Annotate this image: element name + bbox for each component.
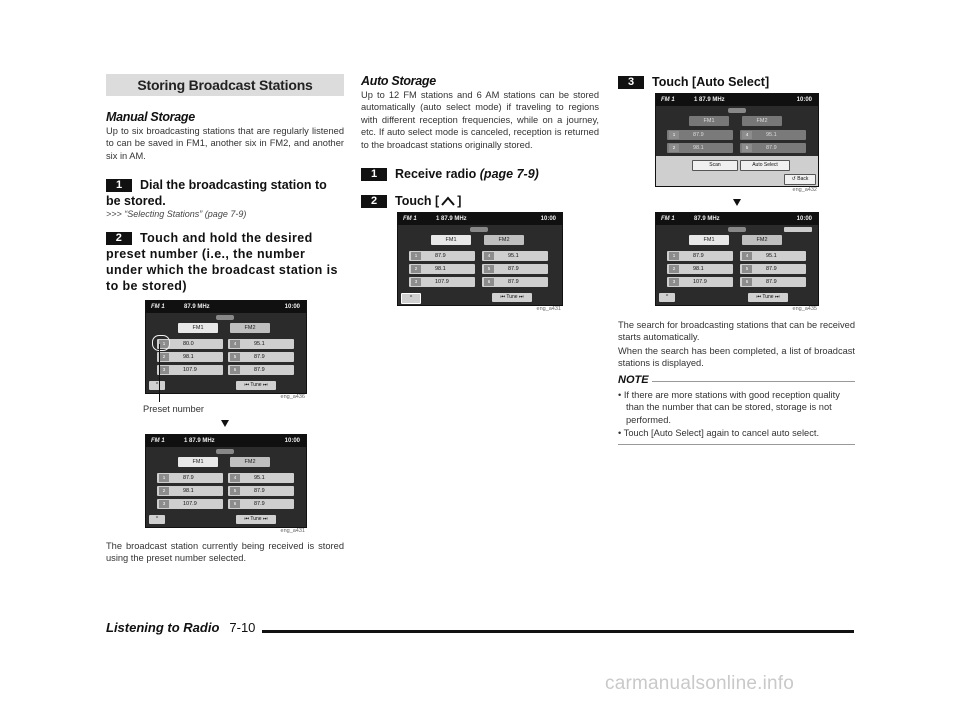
preset-button-1[interactable]: 1 87.9 xyxy=(667,130,733,140)
step-3-text: Touch [Auto Select] xyxy=(652,75,770,89)
up-button[interactable]: ^ xyxy=(659,293,675,302)
preset-button-5[interactable]: 5 87.9 xyxy=(740,264,806,274)
preset-button-5[interactable]: 5 87.9 xyxy=(228,486,294,496)
preset-button-3[interactable]: 3 107.9 xyxy=(409,277,475,287)
figure-code: eng_a435 xyxy=(792,306,817,312)
preset-button-3[interactable]: 3 107.9 xyxy=(667,277,733,287)
tab-fm2[interactable]: FM2 xyxy=(230,457,270,467)
screen-header xyxy=(146,301,306,313)
preset-button-2[interactable]: 2 98.1 xyxy=(667,143,733,153)
tab-fm2[interactable]: FM2 xyxy=(742,116,782,126)
auto-step-2 xyxy=(361,193,599,209)
up-button[interactable]: ^ xyxy=(149,381,165,390)
radio-screen-a431: FM 1 1 87.9 MHz 10:00 FM1 FM2 1 87.9 4 95.1 2 98.1 5 87.9 3 107.9 6 87.9 ^ ⏮ Tune ⏭ xyxy=(145,434,307,528)
note-title: NOTE xyxy=(618,374,649,386)
preset-button-2[interactable]: 2 98.1 xyxy=(409,264,475,274)
note-bottom-divider xyxy=(618,444,855,445)
band-label: FM 1 xyxy=(151,304,165,310)
manual-result-text: The broadcast station currently being received is stored using the preset number selected. xyxy=(106,541,344,564)
preset-button-4[interactable]: 4 95.1 xyxy=(228,473,294,483)
step-1-reference: (page 7-9) xyxy=(479,167,539,181)
auto-result-text: The search for broadcasting stations that can be received starts automatically. xyxy=(618,320,855,343)
footer-chapter xyxy=(106,620,255,635)
step-number-1: 1 xyxy=(106,179,132,192)
up-button[interactable]: ^ xyxy=(401,293,421,304)
page-number: 7-10 xyxy=(229,620,256,635)
note-item-1: • If there are more stations with good reception quality than the number that can be stored, storage is not performed. xyxy=(618,390,840,425)
preset-button-4[interactable]: 4 95.1 xyxy=(228,339,294,349)
step-number-1: 1 xyxy=(361,168,387,181)
preset-button-4[interactable]: 4 95.1 xyxy=(482,251,548,261)
figure-code: eng_a436 xyxy=(280,394,305,400)
auto-result-text-2: When the search has been completed, a list of broadcast stations is displayed. xyxy=(618,346,855,369)
preset-button-6[interactable]: 6 87.9 xyxy=(228,499,294,509)
tab-fm1[interactable]: FM1 xyxy=(689,235,729,245)
tab-fm1[interactable]: FM1 xyxy=(689,116,729,126)
tab-fm1[interactable]: FM1 xyxy=(178,323,218,333)
step-1-reference: >>> “Selecting Stations” (page 7-9) xyxy=(106,209,247,219)
note-item-2: • Touch [Auto Select] again to cancel auto select. xyxy=(618,428,820,438)
tab-fm2[interactable]: FM2 xyxy=(484,235,524,245)
preset-highlight-ring xyxy=(152,335,170,351)
radio-screen-a435: FM 1 87.9 MHz 10:00 FM1 FM2 1 87.9 4 95.1 2 98.1 5 87.9 3 107.9 6 87.9 ^ ⏮ Tune ⏭ xyxy=(655,212,819,306)
radio-screen-a431: FM 1 1 87.9 MHz 10:00 FM1 FM2 1 87.9 4 95.1 2 98.1 5 87.9 3 107.9 6 87.9 ^ ⏮ Tune ⏭ xyxy=(397,212,563,306)
chevron-up-icon xyxy=(441,196,455,206)
scan-button[interactable]: Scan xyxy=(692,160,738,171)
preset-button-6[interactable]: 6 87.9 xyxy=(482,277,548,287)
preset-button-1[interactable]: 1 87.9 xyxy=(157,473,223,483)
down-arrow-icon xyxy=(733,199,741,206)
up-button[interactable]: ^ xyxy=(149,515,165,524)
clock-label: 10:00 xyxy=(284,304,300,310)
preset-button-3[interactable]: 3 107.9 xyxy=(157,499,223,509)
auto-select-button[interactable]: Auto Select xyxy=(740,160,790,171)
step-1-text: Receive radio xyxy=(395,167,480,181)
preset-button-5[interactable]: 5 87.9 xyxy=(740,143,806,153)
manual-step-2 xyxy=(106,230,344,294)
tab-fm1[interactable]: FM1 xyxy=(178,457,218,467)
manual-storage-intro: Up to six broadcasting stations that are regularly listened to can be saved in FM1, another six in FM2, and another six in AM. xyxy=(106,126,344,161)
auto-step-1 xyxy=(361,166,599,182)
tune-button[interactable]: ⏮ Tune ⏭ xyxy=(492,293,532,302)
tune-button[interactable]: ⏮ Tune ⏭ xyxy=(748,293,788,302)
auto-storage-heading: Auto Storage xyxy=(361,74,436,88)
preset-button-1[interactable]: 1 87.9 xyxy=(409,251,475,261)
radio-screen-a436 xyxy=(145,300,307,394)
preset-button-1[interactable]: 1 87.9 xyxy=(667,251,733,261)
tab-fm1[interactable]: FM1 xyxy=(431,235,471,245)
preset-button-5[interactable]: 5 87.9 xyxy=(228,352,294,362)
preset-button-6[interactable]: 6 87.9 xyxy=(228,365,294,375)
tune-button[interactable]: ⏮ Tune ⏭ xyxy=(236,515,276,524)
step-number-2: 2 xyxy=(361,195,387,208)
footer-chapter-title: Listening to Radio xyxy=(106,620,220,635)
section-title: Storing Broadcast Stations xyxy=(106,74,344,96)
status-strip xyxy=(216,315,234,320)
frequency-label: 87.9 MHz xyxy=(184,304,210,310)
tab-fm2[interactable]: FM2 xyxy=(230,323,270,333)
step-2-text-end: ] xyxy=(457,194,462,208)
auto-step-3 xyxy=(618,74,855,90)
step-2-text: Touch and hold the desired preset number (i.e., the number under which the broadcast station is to be stored) xyxy=(106,231,338,293)
step-1-text: Dial the broadcasting station to be stored. xyxy=(106,178,327,208)
figure-code: eng_a432 xyxy=(792,187,817,193)
preset-button-6[interactable]: 6 87.9 xyxy=(740,277,806,287)
step-2-text: Touch [ xyxy=(395,194,440,208)
preset-button-5[interactable]: 5 87.9 xyxy=(482,264,548,274)
down-arrow-icon xyxy=(221,420,229,427)
list-indicator xyxy=(784,227,812,232)
preset-button-2[interactable]: 2 98.1 xyxy=(157,486,223,496)
figure-code: eng_a431 xyxy=(280,528,305,534)
step-number-3: 3 xyxy=(618,76,644,89)
preset-button-2[interactable]: 2 98.1 xyxy=(157,352,223,362)
footer-rule xyxy=(262,630,854,633)
tab-fm2[interactable]: FM2 xyxy=(742,235,782,245)
auto-storage-intro: Up to 12 FM stations and 6 AM stations can be stored automatically (auto select mode) if traveling to regions with different reception frequencies, while on a journey, etc. If auto select mode is canceled, reception is returned to the broadcast stations originally stored. xyxy=(361,90,599,150)
tune-button[interactable]: ⏮ Tune ⏭ xyxy=(236,381,276,390)
step-number-2: 2 xyxy=(106,232,132,245)
radio-screen-a432: FM 1 1 87.9 MHz 10:00 FM1 FM2 1 87.9 4 95.1 2 98.1 5 87.9 Scan Auto Select ↺ Back xyxy=(655,93,819,187)
figure-code: eng_a431 xyxy=(536,306,561,312)
note-divider xyxy=(652,381,855,382)
callout-line xyxy=(159,344,160,402)
manual-step-1 xyxy=(106,177,344,209)
manual-storage-heading: Manual Storage xyxy=(106,110,195,124)
preset-button-3[interactable]: 3 107.9 xyxy=(157,365,223,375)
preset-button-1[interactable]: 1 80.0 xyxy=(157,339,223,349)
preset-number-label: Preset number xyxy=(143,404,204,414)
preset-button-4[interactable]: 4 95.1 xyxy=(740,130,806,140)
preset-button-2[interactable]: 2 98.1 xyxy=(667,264,733,274)
watermark: carmanualsonline.info xyxy=(605,673,795,694)
back-button[interactable]: ↺ Back xyxy=(784,174,816,185)
preset-button-4[interactable]: 4 95.1 xyxy=(740,251,806,261)
